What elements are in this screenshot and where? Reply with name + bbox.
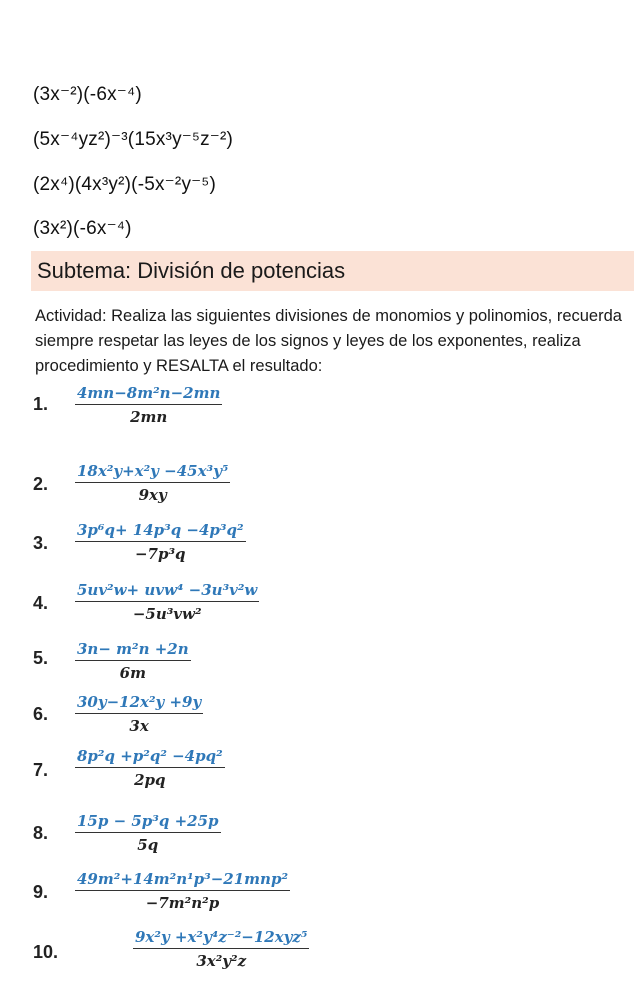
fraction (75, 581, 259, 623)
fraction-numerator: 4mn−8m²n−2mn (75, 384, 222, 405)
fraction (75, 870, 290, 912)
fraction-numerator: 5uv²w+ uvw⁴ −3u³v²w (75, 581, 259, 602)
subtopic-banner (31, 251, 634, 291)
fraction (75, 747, 225, 789)
fraction-numerator: 18x²y+x²y −45x³y⁵ (75, 462, 230, 483)
fraction-denominator: 6m (119, 664, 146, 682)
fraction (75, 462, 230, 504)
fraction-denominator: 5q (137, 836, 159, 854)
fraction-denominator: −5u³vw² (132, 605, 202, 623)
fraction (75, 693, 203, 735)
exercise-number: 10. (33, 942, 59, 962)
fraction-numerator: 15p − 5p³q +25p (75, 812, 221, 833)
fraction-denominator: −7p³q (134, 545, 186, 563)
fraction (75, 812, 221, 854)
fraction (75, 640, 191, 682)
fraction-denominator: 2mn (130, 408, 168, 426)
fraction-denominator: 2pq (134, 771, 166, 789)
exercise-number: 6. (33, 704, 49, 724)
exercise-number: 9. (33, 882, 49, 902)
exercise-expression: (3x⁻²)(-6x⁻⁴) (33, 84, 142, 105)
fraction-denominator: −7m²n²p (145, 894, 220, 912)
exercise-number: 5. (33, 648, 49, 668)
exercise-number: 7. (33, 760, 49, 780)
fraction (133, 928, 309, 970)
exercise-expression: (5x⁻⁴yz²)⁻³(15x³y⁻⁵z⁻²) (33, 129, 234, 150)
fraction (75, 384, 222, 426)
fraction-denominator: 9xy (138, 486, 167, 504)
exercise-number: 3. (33, 533, 49, 553)
exercise-number: 4. (33, 593, 49, 613)
exercise-expression: (3x²)(-6x⁻⁴) (33, 218, 132, 239)
fraction (75, 521, 246, 563)
fraction-numerator: 3p⁶q+ 14p³q −4p³q² (75, 521, 246, 542)
fraction-numerator: 30y−12x²y +9y (75, 693, 203, 714)
fraction-denominator: 3x²y²z (196, 952, 247, 970)
fraction-numerator: 49m²+14m²n¹p³−21mnp² (75, 870, 290, 891)
exercise-number: 8. (33, 823, 49, 843)
fraction-numerator: 8p²q +p²q² −4pq² (75, 747, 225, 768)
fraction-numerator: 9x²y +x²y⁴z⁻²−12xyz⁵ (133, 928, 309, 949)
subtopic-title: Subtema: División de potencias (37, 258, 346, 283)
activity-instructions: Actividad: Realiza las siguientes divisiones de monomios y polinomios, recuerda siempre respetar las leyes de los signos y leyes de los exponentes, realiza procedimiento y RESALTA el resultado: (35, 307, 622, 375)
exercise-expression: (2x⁴)(4x³y²)(-5x⁻²y⁻⁵) (33, 174, 216, 195)
exercise-number: 2. (33, 474, 49, 494)
exercise-number: 1. (33, 394, 49, 414)
fraction-numerator: 3n− m²n +2n (75, 640, 191, 661)
fraction-denominator: 3x (129, 717, 149, 735)
